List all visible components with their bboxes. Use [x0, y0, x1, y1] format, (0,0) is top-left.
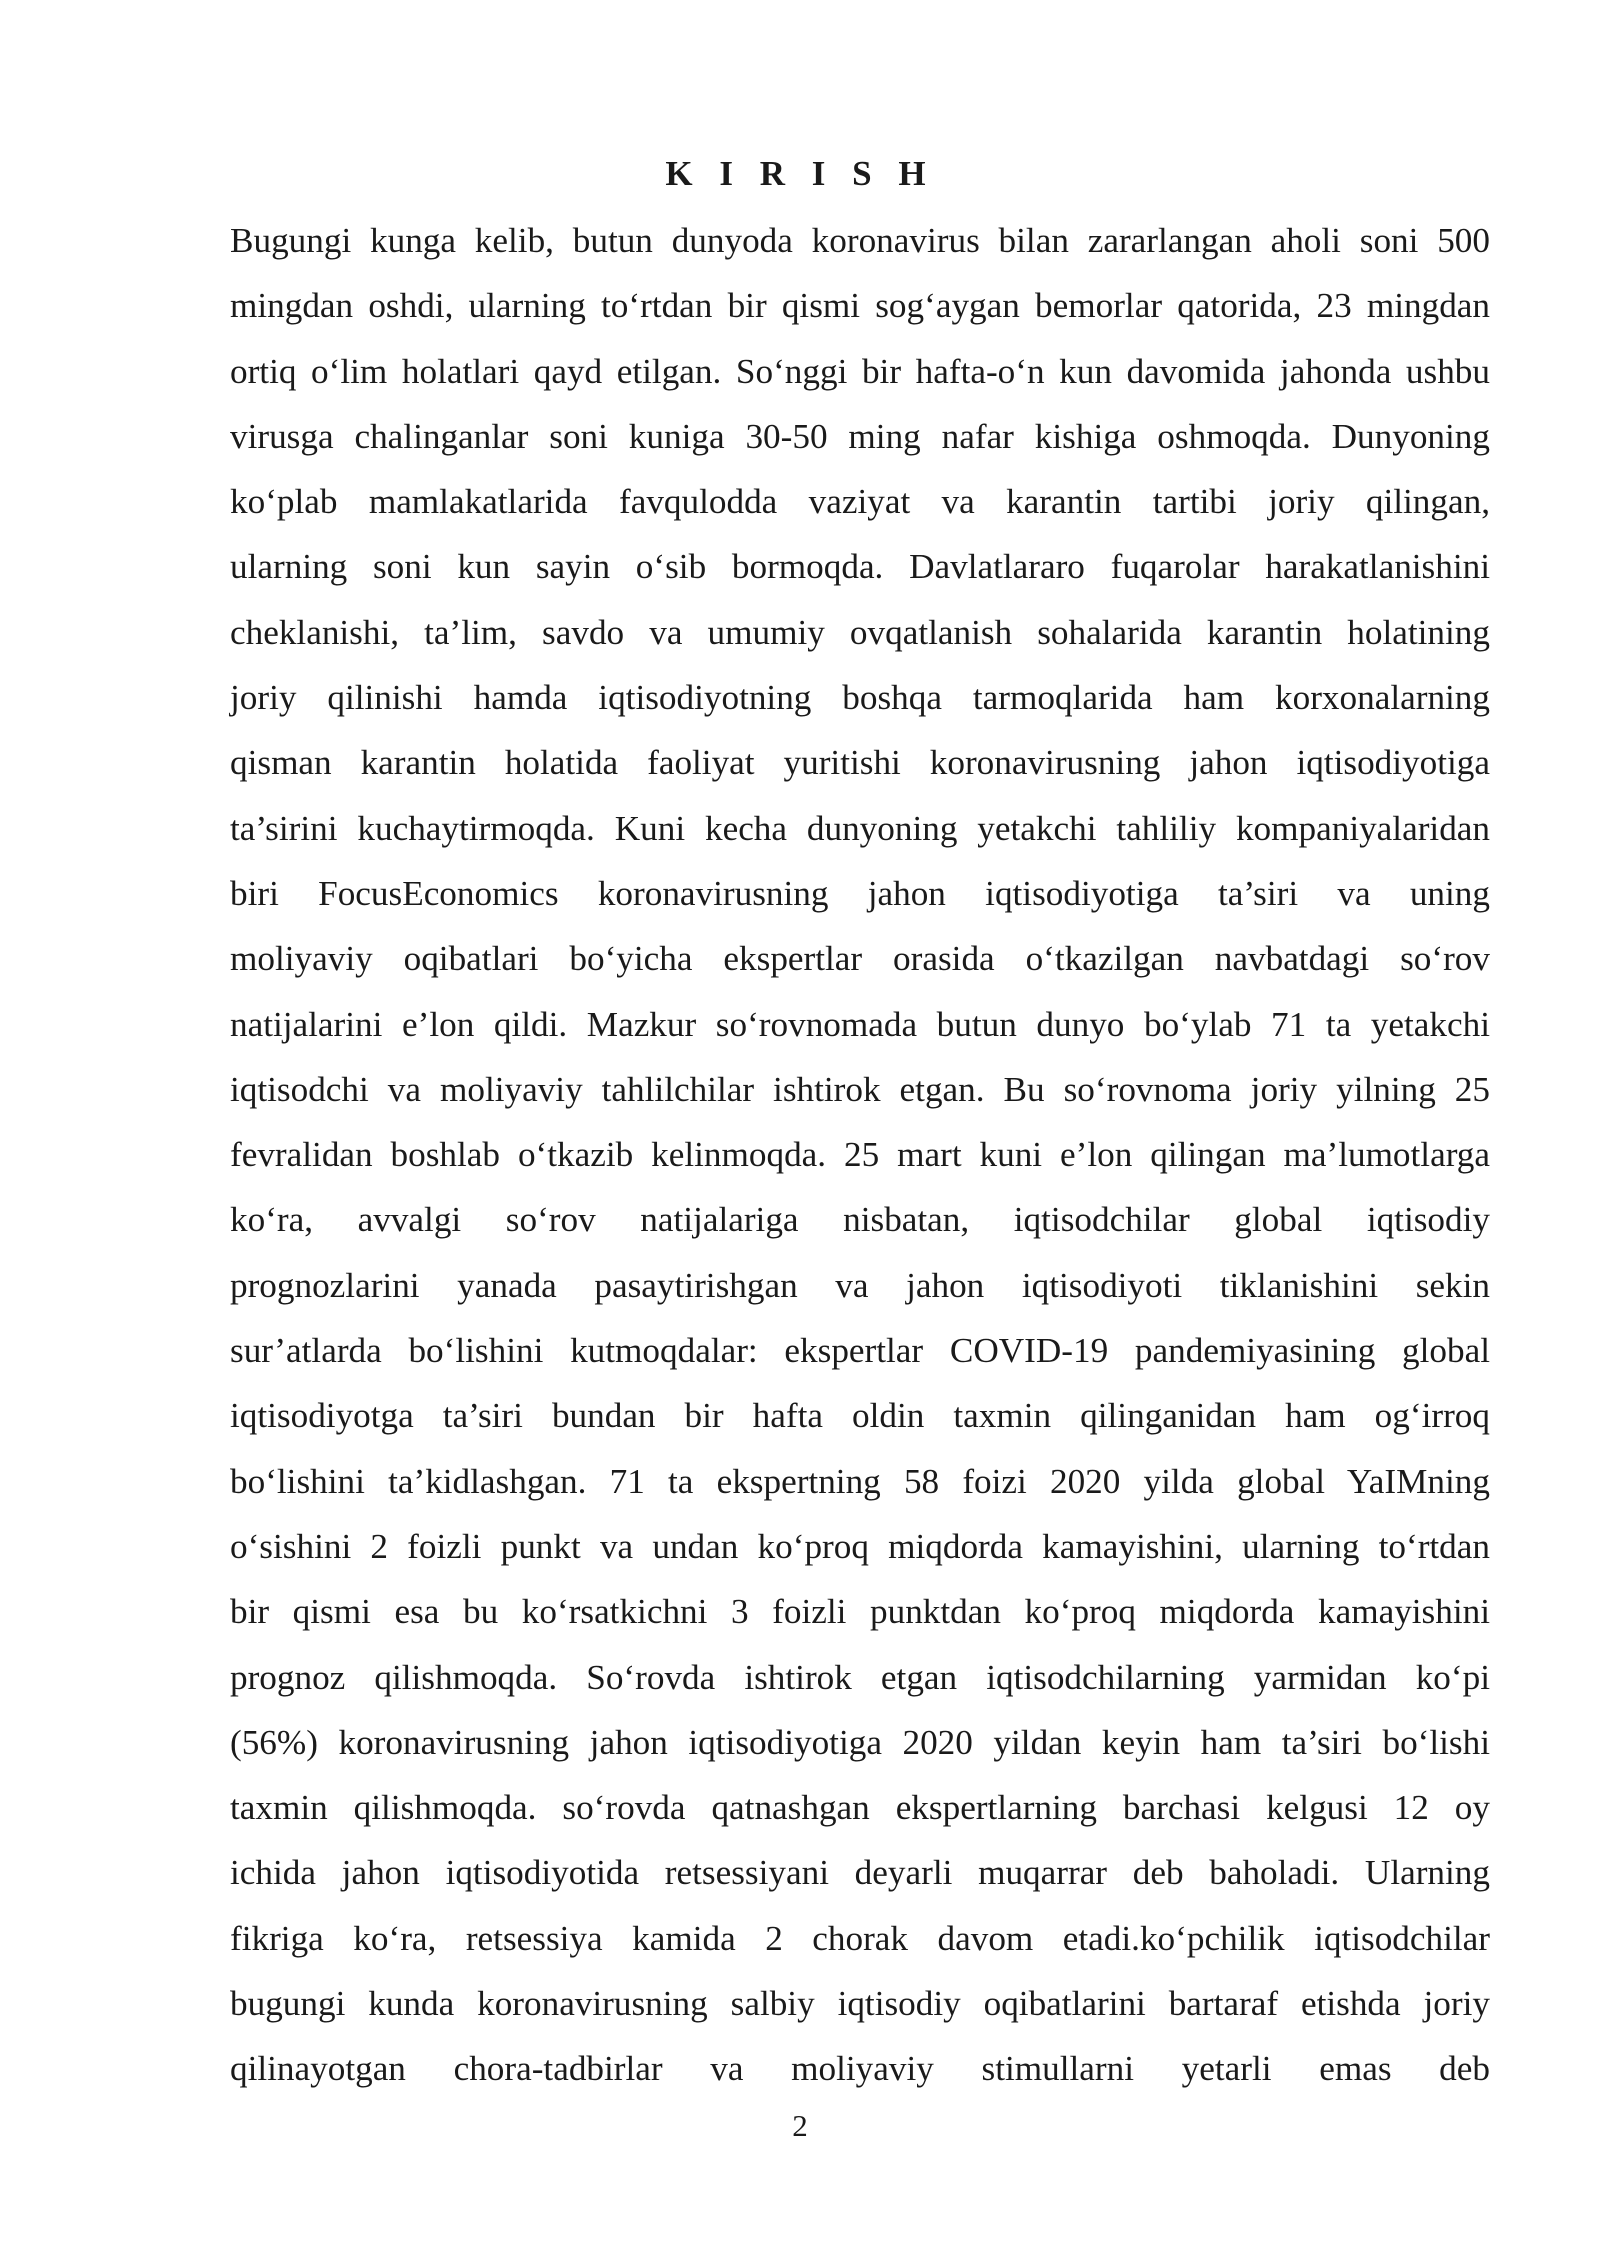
text-line: ta’sirini kuchaytirmoqda. Kuni kecha dunyoning yetakchi tahliliy kompaniyalaridan: [230, 808, 1490, 848]
text-line: o‘sishini 2 foizli punkt va undan ko‘proq miqdorda kamayishini, ularning to‘rtdan: [230, 1526, 1490, 1566]
section-title: K I R I S H: [665, 154, 935, 193]
text-line: taxmin qilishmoqda. so‘rovda qatnashgan ekspertlarning barchasi kelgusi 12 oy: [230, 1788, 1490, 1828]
text-line: iqtisodchi va moliyaviy tahlilchilar ishtirok etgan. Bu so‘rovnoma joriy yilning 25: [230, 1069, 1490, 1109]
text-line: joriy qilinishi hamda iqtisodiyotning boshqa tarmoqlarida ham korxonalarning: [230, 678, 1490, 718]
text-line: biri FocusEconomics koronavirusning jahon iqtisodiyotiga ta’siri va uning: [230, 873, 1490, 913]
text-line: prognoz qilishmoqda. So‘rovda ishtirok etgan iqtisodchilarning yarmidan ko‘pi: [230, 1657, 1490, 1697]
text-line: ularning soni kun sayin o‘sib bormoqda. Davlatlararo fuqarolar harakatlanishini: [230, 547, 1490, 587]
text-line: (56%) koronavirusning jahon iqtisodiyotiga 2020 yildan keyin ham ta’siri bo‘lishi: [230, 1722, 1490, 1762]
text-line: Bugungi kunga kelib, butun dunyoda koronavirus bilan zararlangan aholi soni 500: [230, 221, 1490, 260]
text-line: natijalarini e’lon qildi. Mazkur so‘rovnomada butun dunyo bo‘ylab 71 ta yetakchi: [230, 1004, 1490, 1044]
text-line: virusga chalinganlar soni kuniga 30-50 ming nafar kishiga oshmoqda. Dunyoning: [230, 416, 1490, 456]
text-line: iqtisodiyotga ta’siri bundan bir hafta oldin taxmin qilinganidan ham og‘irroq: [230, 1396, 1490, 1436]
text-line: ko‘plab mamlakatlarida favqulodda vaziyat va karantin tartibi joriy qilingan,: [230, 482, 1490, 522]
body-paragraph: [230, 216, 1490, 2110]
text-line: ko‘ra, avvalgi so‘rov natijalariga nisbatan, iqtisodchilar global iqtisodiy: [230, 1200, 1490, 1240]
text-line: ortiq o‘lim holatlari qayd etilgan. So‘nggi bir hafta-o‘n kun davomida jahonda ushbu: [230, 351, 1490, 391]
text-line: ichida jahon iqtisodiyotida retsessiyani deyarli muqarrar deb baholadi. Ularning: [230, 1853, 1490, 1893]
text-line: prognozlarini yanada pasaytirishgan va jahon iqtisodiyoti tiklanishini sekin: [230, 1265, 1490, 1305]
text-line: bo‘lishini ta’kidlashgan. 71 ta ekspertning 58 foizi 2020 yilda global YaIMning: [230, 1461, 1490, 1501]
page-number: 2: [792, 2108, 808, 2143]
text-line: cheklanishi, ta’lim, savdo va umumiy ovqatlanish sohalarida karantin holatining: [230, 612, 1490, 652]
text-line: bir qismi esa bu ko‘rsatkichni 3 foizli punktdan ko‘proq miqdorda kamayishini: [230, 1592, 1490, 1632]
text-line: mingdan oshdi, ularning to‘rtdan bir qismi sog‘aygan bemorlar qatorida, 23 mingdan: [230, 286, 1490, 326]
text-line: sur’atlarda bo‘lishini kutmoqdalar: ekspertlar COVID-19 pandemiyasining global: [230, 1331, 1490, 1371]
text-line: qilinayotgan chora-tadbirlar va moliyaviy stimullarni yetarli emas deb: [230, 2049, 1490, 2089]
text-line: qisman karantin holatida faoliyat yuritishi koronavirusning jahon iqtisodiyotiga: [230, 743, 1490, 783]
text-line: fevralidan boshlab o‘tkazib kelinmoqda. 25 mart kuni e’lon qilingan ma’lumotlarga: [230, 1135, 1490, 1175]
text-line: fikriga ko‘ra, retsessiya kamida 2 chorak davom etadi.ko‘pchilik iqtisodchilar: [230, 1918, 1490, 1958]
text-line: bugungi kunda koronavirusning salbiy iqtisodiy oqibatlarini bartaraf etishda joriy: [230, 1984, 1490, 2024]
text-line: moliyaviy oqibatlari bo‘yicha ekspertlar orasida o‘tkazilgan navbatdagi so‘rov: [230, 939, 1490, 979]
